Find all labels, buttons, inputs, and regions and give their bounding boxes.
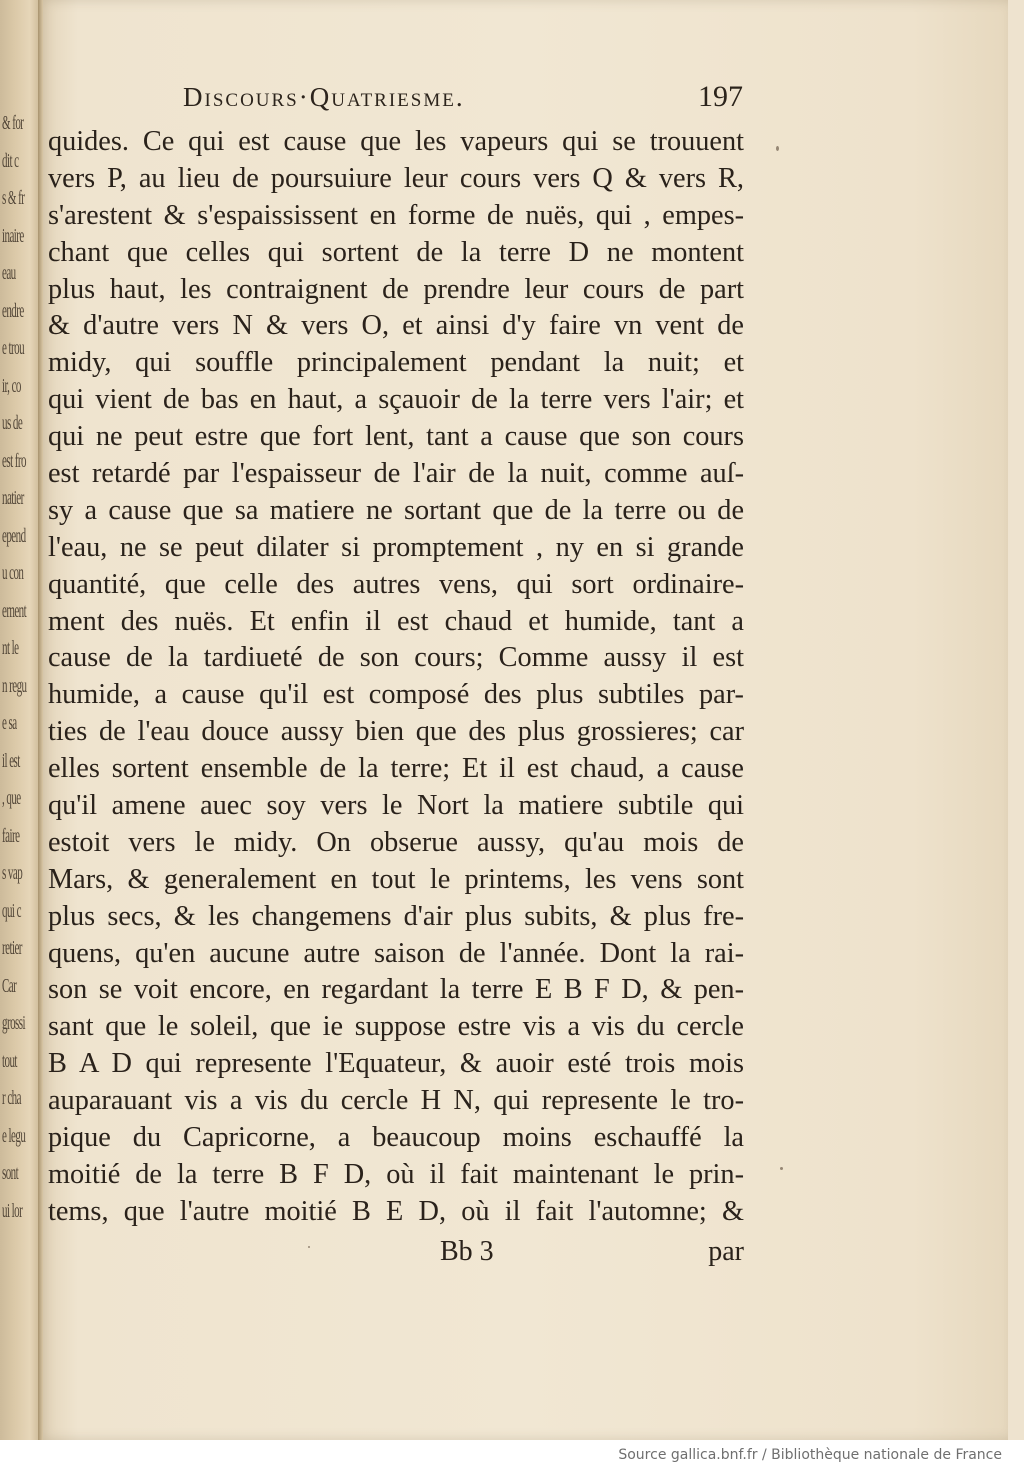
text-line: estoit vers le midy. On obserue aussy, qu'au mois de (48, 826, 744, 858)
running-header (183, 78, 743, 118)
facing-page-fragment: e sa (2, 712, 17, 734)
text-line: est retardé par l'espaisseur de l'air de la nuit, comme auſ- (48, 458, 744, 490)
facing-page-fragment: tout (2, 1049, 17, 1072)
facing-page-fragment: s & fr (2, 187, 25, 209)
facing-page-fragment: inaire (2, 224, 24, 247)
facing-page-fragment: eau (2, 262, 16, 284)
facing-page-fragment: dit c (2, 149, 19, 172)
text-line: son se voit encore, en regardant la terre E B F D, & pen- (48, 974, 744, 1006)
text-line: quides. Ce qui est cause que les vapeurs qui se trouuent (48, 126, 744, 157)
text-line: sant que le soleil, que ie suppose estre vis a vis du cercle (48, 1011, 744, 1043)
text-line: midy, qui souffle principalement pendant la nuit; et (48, 347, 744, 379)
text-line: plus haut, les contraignent de prendre leur cours de part (48, 273, 744, 305)
text-line: cause de la tardiueté de son cours; Comme aussy il est (48, 642, 744, 674)
facing-page-fragment: il est (2, 749, 20, 772)
facing-page-fragment: retier (2, 937, 22, 959)
facing-page-fragment: ui lor (2, 1199, 23, 1222)
text-line: vers P, au lieu de poursuiure leur cours vers Q & vers R, (48, 162, 744, 194)
facing-page-fragment: qui c (2, 899, 21, 922)
page-number: 197 (698, 80, 743, 113)
text-line: Mars, & generalement en tout le printems, les vens sont (48, 863, 744, 895)
ink-speck (780, 1167, 783, 1170)
signature-mark: Bb 3 (440, 1236, 494, 1267)
facing-page-fragment: ement (2, 599, 27, 622)
text-line: quantité, que celle des autres vens, qui sort ordinaire- (48, 568, 744, 600)
facing-page-fragment: ir, co (2, 374, 21, 397)
facing-page-fragment: faire (2, 824, 20, 847)
text-line: elles sortent ensemble de la terre; Et il est chaud, a cause (48, 753, 744, 785)
facing-page-fragment: epend (2, 524, 26, 547)
text-line: qu'il amene auec soy vers le Nort la matiere subtile qui (48, 790, 744, 822)
text-line: B A D qui represente l'Equateur, & auoir esté trois mois (48, 1048, 744, 1080)
page-edge-shadow (38, 0, 43, 1440)
text-line: auparauant vis a vis du cercle H N, qui represente le tro- (48, 1085, 744, 1117)
text-line: plus secs, & les changemens d'air plus subits, & plus fre- (48, 900, 744, 932)
text-line: s'arestent & s'espaississent en forme de nuës, qui , empes- (48, 199, 744, 231)
text-line: qui ne peut estre que fort lent, tant a cause que son cours (48, 421, 744, 453)
facing-page-fragment: sont (2, 1162, 19, 1184)
running-title: Discours·Quatriesme. (183, 82, 465, 112)
facing-page-fragment: natier (2, 487, 24, 509)
facing-page-fragment: us de (2, 412, 23, 434)
facing-page-fragment: endre (2, 299, 24, 322)
facing-page-strip (0, 0, 42, 1440)
catchword: par (708, 1236, 744, 1267)
facing-page-fragment: , que (2, 787, 21, 809)
body-text (48, 124, 744, 1231)
ink-speck (308, 1246, 310, 1248)
facing-page-fragment: nt le (2, 637, 19, 659)
page-footer (48, 1236, 744, 1272)
facing-page-fragment: s vap (2, 862, 23, 884)
text-line: l'eau, ne se peut dilater si promptement , ny en si grande (48, 531, 744, 563)
text-line: moitié de la terre B F D, où il fait maintenant le prin- (48, 1158, 744, 1190)
facing-page-fragment: e legu (2, 1124, 26, 1147)
ink-speck (776, 146, 779, 151)
facing-page-fragment: Car (2, 974, 17, 997)
text-line: tems, que l'autre moitié B E D, où il fait l'automne; & (48, 1195, 744, 1227)
facing-page-fragment: est fro (2, 449, 26, 472)
facing-page-fragment: n regu (2, 674, 27, 697)
text-line: chant que celles qui sortent de la terre D ne montent (48, 236, 744, 268)
text-line: ties de l'eau douce aussy bien que des plus grossieres; car (48, 716, 744, 748)
text-line: qui vient de bas en haut, a sçauoir de la terre vers l'air; et (48, 384, 744, 416)
text-line: ment des nuës. Et enfin il est chaud et humide, tant a (48, 605, 744, 637)
source-attribution: Source gallica.bnf.fr / Bibliothèque nationale de France (618, 1447, 1002, 1463)
text-line: & d'autre vers N & vers O, et ainsi d'y faire vn vent de (48, 310, 744, 342)
facing-page-fragment: & for (2, 112, 24, 134)
facing-page-fragment: u con (2, 562, 24, 584)
text-line: humide, a cause qu'il est composé des plus subtiles par- (48, 679, 744, 711)
text-line: sy a cause que sa matiere ne sortant que de la terre ou de (48, 494, 744, 526)
facing-page-fragment: e trou (2, 337, 25, 359)
facing-page-fragment: grossi (2, 1012, 25, 1034)
text-line: quens, qu'en aucune autre saison de l'année. Dont la rai- (48, 937, 744, 969)
facing-page-fragment: r cha (2, 1087, 21, 1109)
book-page (38, 0, 1008, 1440)
text-line: pique du Capricorne, a beaucoup moins eschauffé la (48, 1122, 744, 1154)
